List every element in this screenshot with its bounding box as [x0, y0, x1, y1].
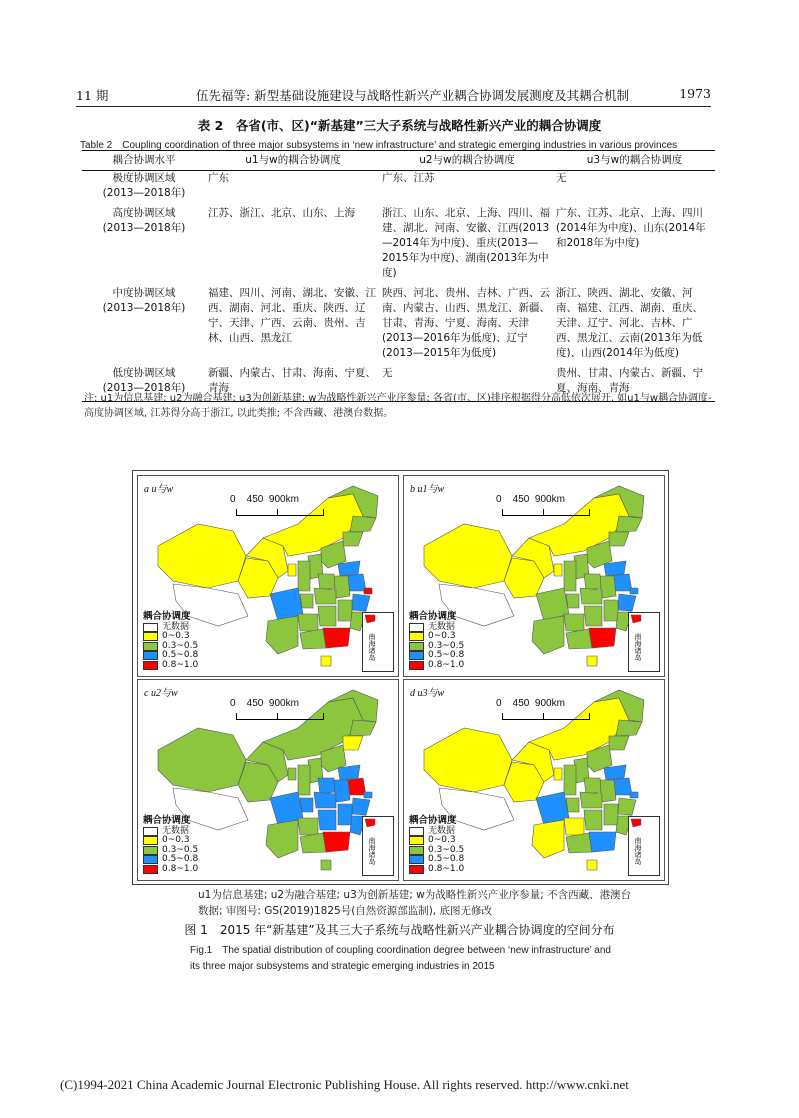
province-region-hn — [584, 574, 601, 590]
scale-tick — [543, 713, 544, 719]
legend-label: 0.8~1.0 — [162, 659, 199, 670]
map-panel-c — [137, 679, 399, 881]
province-region-gz — [564, 818, 584, 835]
province-region-jx — [338, 600, 352, 621]
province-region-ln — [343, 736, 363, 750]
copyright-footer: (C)1994-2021 China Academic Journal Electronic Publishing House. All rights reserved. http://www.cnki.net — [60, 1077, 629, 1092]
scale-bar — [496, 698, 626, 709]
legend-label: 无数据 — [428, 825, 456, 836]
cell-u3: 无 — [556, 172, 567, 184]
province-region-xj — [424, 728, 512, 792]
cell-u3: 浙江、陕西、湖北、安徽、河南、福建、江西、湖南、重庆、天津、辽宁、河北、吉林、广西、黑龙江、云南(2013年为低度)、山西(2014年为低度) — [556, 287, 703, 359]
legend-label: 0.3~0.5 — [428, 844, 465, 855]
inset-land — [631, 819, 641, 827]
inset-label: 南海诸岛 — [368, 633, 376, 661]
col-header-u3: u3与w的耦合协调度 — [554, 151, 715, 171]
province-region-hun — [584, 606, 602, 626]
inset-label: 南海诸岛 — [634, 837, 642, 865]
inset-label: 南海诸岛 — [634, 633, 642, 661]
province-region-jx — [604, 804, 618, 825]
inset-land — [631, 615, 641, 623]
province-region-hn — [318, 778, 335, 794]
legend-swatch — [409, 642, 424, 651]
province-region-yn — [532, 820, 564, 858]
province-region-sn — [564, 765, 576, 795]
table-row — [82, 286, 715, 366]
province-region-yn — [532, 616, 564, 654]
legend-label: 0.3~0.5 — [162, 844, 199, 855]
figure-title-cn: 图 1 2015 年“新基建”及其三大子系统与战略性新兴产业耦合协调度的空间分布 — [184, 923, 615, 937]
legend-label: 无数据 — [428, 621, 456, 632]
legend-title: 耦合协调度 — [409, 815, 457, 826]
legend-label: 0.8~1.0 — [162, 863, 199, 874]
level-period: (2013—2018年) — [102, 382, 186, 394]
province-region-xj — [158, 524, 246, 588]
legend-item — [143, 661, 198, 671]
cell-u1: 江苏、浙江、北京、山东、上海 — [208, 207, 355, 219]
legend-swatch — [409, 827, 424, 836]
legend-title: 耦合协调度 — [143, 815, 191, 826]
map-legend — [409, 816, 464, 874]
province-region-hn — [584, 778, 601, 794]
province-region-hi — [321, 860, 331, 870]
legend-swatch — [409, 865, 424, 874]
panel-label: d u3与w — [410, 688, 445, 699]
scale-line — [502, 713, 590, 720]
province-region-zj — [618, 594, 636, 611]
level-name: 低度协调区域 — [112, 367, 176, 379]
scale-bar — [496, 494, 626, 505]
legend-swatch — [143, 855, 158, 864]
map-panel-b — [403, 475, 665, 677]
scale-tick — [277, 713, 278, 719]
province-region-gz — [298, 614, 318, 631]
province-region-jl — [616, 516, 642, 532]
col-header-u1: u1与w的耦合协调度 — [206, 151, 380, 171]
province-region-gx — [300, 629, 326, 649]
province-region-ln — [609, 532, 629, 546]
running-title: 伍先福等: 新型基础设施建设与战略性新兴产业耦合协调发展测度及其耦合机制 — [196, 88, 630, 103]
legend-swatch — [143, 642, 158, 651]
province-region-ln — [343, 532, 363, 546]
scale-text: 0 450 900km — [230, 494, 299, 505]
legend-label: 0.8~1.0 — [428, 863, 465, 874]
province-region-hub — [580, 792, 602, 808]
legend-label: 无数据 — [162, 825, 190, 836]
legend-swatch — [143, 836, 158, 845]
cell-u3: 贵州、甘肃、内蒙古、新疆、宁夏、海南、青海 — [554, 366, 715, 402]
legend-title: 耦合协调度 — [409, 611, 457, 622]
legend-swatch — [409, 846, 424, 855]
province-region-xj — [158, 728, 246, 792]
figure-note: u1为信息基建; u2为融合基建; u3为创新基建; w为战略性新兴产业序参量; 不含西藏、港澳台数据; 审图号: GS(2019)1825号(自然资源部监制), 底图无修改 — [198, 889, 632, 917]
province-region-sd — [338, 765, 360, 780]
cell-u3: 广东、江苏、北京、上海、四川(2014年为中度)、山东(2014年和2018年为中度) — [556, 207, 706, 249]
legend-label: 无数据 — [162, 621, 190, 632]
south-china-sea-inset — [628, 612, 660, 672]
page-header — [76, 86, 711, 106]
province-region-sh — [364, 588, 372, 594]
province-region-gx — [566, 629, 592, 649]
cell-u2: 浙江、山东、北京、上海、四川、福建、湖北、河南、安徽、江西(2013—2014年为中度)、重庆(2013—2015年为中度)、湖南(2013年为中度) — [382, 207, 550, 279]
legend-swatch — [143, 865, 158, 874]
legend-label: 0.5~0.8 — [162, 854, 199, 864]
map-legend — [409, 612, 464, 670]
province-region-hi — [587, 656, 597, 666]
legend-swatch — [143, 661, 158, 670]
legend-swatch — [143, 827, 158, 836]
table-note: 注: u1为信息基建; u2为融合基建; u3为创新基建; w为战略性新兴产业序参量; 各省(市、区)排序根据得分高低依次展开, 如u1与w耦合协调度-高度协调区域, 江苏得分高于浙江, 以此类推; 不含西藏、港澳台数据。 — [84, 393, 712, 419]
province-region-jl — [350, 516, 376, 532]
scale-text: 0 450 900km — [496, 698, 565, 709]
province-region-jx — [604, 600, 618, 621]
legend-item — [409, 661, 464, 671]
legend-label: 0.8~1.0 — [428, 659, 465, 670]
province-region-gx — [566, 833, 592, 853]
header-rule — [76, 106, 711, 107]
province-region-sd — [604, 561, 626, 576]
province-region-cq — [566, 798, 579, 812]
scale-text: 0 450 900km — [496, 494, 565, 505]
scale-bar — [230, 494, 360, 505]
legend-item — [143, 865, 198, 875]
province-region-hun — [584, 810, 602, 830]
province-region-sd — [604, 765, 626, 780]
province-region-nx — [554, 564, 562, 576]
province-region-gz — [298, 818, 318, 835]
province-region-zj — [618, 798, 636, 815]
scale-line — [236, 509, 324, 516]
province-region-gx — [300, 833, 326, 853]
legend-swatch — [409, 661, 424, 670]
inset-label: 南海诸岛 — [368, 837, 376, 865]
province-region-zj — [352, 798, 370, 815]
figure-maps — [132, 470, 669, 885]
legend-label: 0~0.3 — [162, 835, 190, 845]
panel-label: c u2与w — [144, 688, 178, 699]
province-region-gd — [589, 628, 616, 648]
level-period: (2013—2018年) — [102, 187, 186, 199]
province-region-gd — [323, 628, 350, 648]
col-header-u2: u2与w的耦合协调度 — [380, 151, 554, 171]
cell-u1: 福建、四川、河南、湖北、安徽、江西、湖南、河北、重庆、陕西、辽宁、天津、广西、云南、贵州、吉林、山西、黑龙江 — [208, 287, 376, 344]
inset-land — [365, 819, 375, 827]
province-region-hub — [580, 588, 602, 604]
legend-label: 0.5~0.8 — [428, 854, 465, 864]
province-region-sn — [298, 561, 310, 591]
coupling-table — [82, 150, 715, 402]
province-region-sn — [564, 561, 576, 591]
legend-title: 耦合协调度 — [143, 611, 191, 622]
level-name: 高度协调区域 — [112, 207, 176, 219]
legend-swatch — [143, 632, 158, 641]
table-row — [82, 171, 715, 207]
south-china-sea-inset — [628, 816, 660, 876]
figure-title-en: Fig.1 The spatial distribution of coupling coordination degree between ‘new infrastructure’ and its three major subsystems and strategic emerging industries in 2015 — [190, 945, 611, 972]
province-region-zj — [352, 594, 370, 611]
table-title-en: Table 2 Coupling coordination of three major subsystems in ‘new infrastructure’ and strategic emerging industries in various provinces — [80, 140, 678, 151]
province-region-jl — [350, 720, 376, 736]
map-panel-d — [403, 679, 665, 881]
legend-label: 0~0.3 — [162, 631, 190, 641]
legend-item — [409, 865, 464, 875]
province-region-nx — [554, 768, 562, 780]
province-region-hi — [587, 860, 597, 870]
province-region-jx — [338, 804, 352, 825]
province-region-nx — [288, 768, 296, 780]
map-panel-a — [137, 475, 399, 677]
legend-label: 0.3~0.5 — [162, 640, 199, 651]
province-region-hn — [318, 574, 335, 590]
legend-swatch — [409, 836, 424, 845]
province-region-hub — [314, 588, 336, 604]
legend-swatch — [409, 855, 424, 864]
level-name: 中度协调区域 — [112, 287, 176, 299]
cell-u2: 无 — [380, 366, 554, 402]
province-region-sd — [338, 561, 360, 576]
south-china-sea-inset — [362, 816, 394, 876]
legend-label: 0~0.3 — [428, 631, 456, 641]
legend-label: 0.5~0.8 — [428, 650, 465, 660]
legend-swatch — [143, 623, 158, 632]
inset-land — [365, 615, 375, 623]
province-region-gz — [564, 614, 584, 631]
province-region-xj — [424, 524, 512, 588]
province-region-cq — [566, 594, 579, 608]
province-region-ln — [609, 736, 629, 750]
scale-tick — [543, 509, 544, 515]
province-region-sh — [630, 792, 638, 798]
province-region-hun — [318, 810, 336, 830]
cell-u2: 广东、江苏 — [382, 172, 435, 184]
province-region-yn — [266, 820, 298, 858]
province-region-hub — [314, 792, 336, 808]
legend-label: 0~0.3 — [428, 835, 456, 845]
scale-text: 0 450 900km — [230, 698, 299, 709]
legend-swatch — [143, 846, 158, 855]
legend-swatch — [409, 651, 424, 660]
province-region-nx — [288, 564, 296, 576]
table-row — [82, 206, 715, 286]
panel-label: b u1与w — [410, 484, 445, 495]
map-legend — [143, 612, 198, 670]
cell-u2: 陕西、河北、贵州、吉林、广西、云南、内蒙古、山西、黑龙江、新疆、甘肃、青海、宁夏、海南、天津(2013—2016年为低度)、辽宁(2013—2015年为低度) — [382, 287, 550, 359]
legend-swatch — [409, 623, 424, 632]
province-region-gd — [323, 832, 350, 852]
level-period: (2013—2018年) — [102, 302, 186, 314]
col-header-level: 耦合协调水平 — [82, 151, 206, 171]
legend-swatch — [143, 651, 158, 660]
table-title-cn: 表 2 各省(市、区)“新基建”三大子系统与战略性新兴产业的耦合协调度 — [197, 118, 602, 133]
scale-line — [502, 509, 590, 516]
level-name: 极度协调区域 — [112, 172, 176, 184]
province-region-gd — [589, 832, 616, 852]
legend-label: 0.5~0.8 — [162, 650, 199, 660]
cell-u1: 新疆、内蒙古、甘肃、海南、宁夏、青海 — [206, 366, 380, 402]
map-legend — [143, 816, 198, 874]
province-region-jl — [616, 720, 642, 736]
province-region-sh — [364, 792, 372, 798]
cell-u1: 广东 — [208, 172, 229, 184]
page-number: 1973 — [679, 86, 711, 101]
scale-bar — [230, 698, 360, 709]
province-region-cq — [300, 594, 313, 608]
panel-label: a u与w — [144, 484, 174, 495]
province-region-hun — [318, 606, 336, 626]
scale-tick — [277, 509, 278, 515]
province-region-yn — [266, 616, 298, 654]
province-region-sh — [630, 588, 638, 594]
issue-number: 11 期 — [76, 88, 109, 103]
province-region-cq — [300, 798, 313, 812]
legend-label: 0.3~0.5 — [428, 640, 465, 651]
level-period: (2013—2018年) — [102, 222, 186, 234]
south-china-sea-inset — [362, 612, 394, 672]
scale-line — [236, 713, 324, 720]
province-region-hi — [321, 656, 331, 666]
legend-swatch — [409, 632, 424, 641]
province-region-sn — [298, 765, 310, 795]
